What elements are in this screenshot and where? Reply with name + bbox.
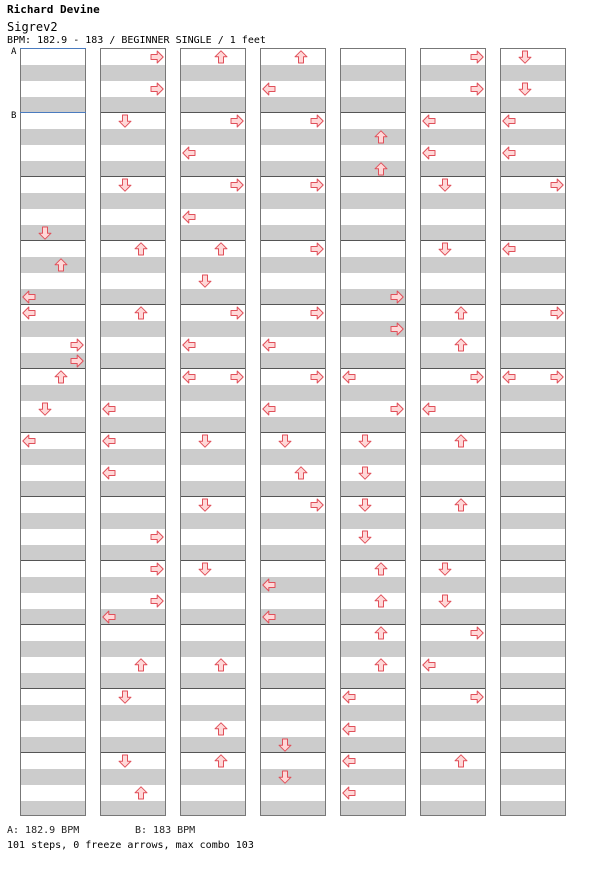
arrow-down-icon xyxy=(118,690,132,704)
arrow-left-icon xyxy=(102,434,116,448)
arrow-up-icon xyxy=(214,754,228,768)
measure-line xyxy=(101,240,165,241)
arrow-right-icon xyxy=(550,178,564,192)
measure-line xyxy=(341,112,405,113)
arrow-left-icon xyxy=(262,338,276,352)
arrow-left-icon xyxy=(102,402,116,416)
arrow-left-icon xyxy=(342,754,356,768)
measure-line xyxy=(101,368,165,369)
arrow-right-icon xyxy=(310,178,324,192)
arrow-right-icon xyxy=(470,370,484,384)
measure-line xyxy=(261,112,325,113)
arrow-right-icon xyxy=(550,306,564,320)
measure-line xyxy=(181,752,245,753)
arrow-left-icon xyxy=(342,690,356,704)
step-stats: 101 steps, 0 freeze arrows, max combo 103 xyxy=(7,840,254,851)
arrow-left-icon xyxy=(182,146,196,160)
arrow-right-icon xyxy=(70,338,84,352)
arrow-left-icon xyxy=(422,114,436,128)
arrow-right-icon xyxy=(150,530,164,544)
measure-line xyxy=(421,240,485,241)
measure-line xyxy=(181,304,245,305)
measure-line xyxy=(421,176,485,177)
arrow-up-icon xyxy=(454,754,468,768)
measure-line xyxy=(21,688,85,689)
measure-line xyxy=(341,752,405,753)
arrow-left-icon xyxy=(342,786,356,800)
measure-line xyxy=(341,688,405,689)
arrow-down-icon xyxy=(38,226,52,240)
arrow-up-icon xyxy=(454,306,468,320)
measure-line xyxy=(261,688,325,689)
bpm-change-b: B: 183 BPM xyxy=(135,825,196,836)
measure-line xyxy=(261,176,325,177)
arrow-right-icon xyxy=(230,114,244,128)
measure-line xyxy=(21,432,85,433)
measure-line xyxy=(421,432,485,433)
measure-line xyxy=(501,112,565,113)
measure-line xyxy=(341,496,405,497)
song-title: Sigrev2 xyxy=(7,20,58,34)
measure-line xyxy=(101,624,165,625)
arrow-left-icon xyxy=(502,146,516,160)
arrow-left-icon xyxy=(182,338,196,352)
bpm-marker-label: A xyxy=(11,47,17,57)
measure-line xyxy=(501,688,565,689)
measure-line xyxy=(101,496,165,497)
arrow-up-icon xyxy=(134,658,148,672)
measure-line xyxy=(421,112,485,113)
measure-line xyxy=(421,752,485,753)
measure-line xyxy=(261,560,325,561)
arrow-up-icon xyxy=(374,162,388,176)
arrow-down-icon xyxy=(198,498,212,512)
bpm-marker-line xyxy=(20,48,86,49)
arrow-right-icon xyxy=(150,594,164,608)
arrow-down-icon xyxy=(38,402,52,416)
arrow-down-icon xyxy=(358,498,372,512)
arrow-right-icon xyxy=(390,290,404,304)
measure-line xyxy=(421,624,485,625)
arrow-up-icon xyxy=(134,786,148,800)
measure-line xyxy=(341,240,405,241)
arrow-right-icon xyxy=(470,626,484,640)
arrow-left-icon xyxy=(342,370,356,384)
measure-line xyxy=(341,176,405,177)
arrow-up-icon xyxy=(214,658,228,672)
arrow-left-icon xyxy=(22,434,36,448)
arrow-right-icon xyxy=(310,370,324,384)
measure-line xyxy=(21,240,85,241)
arrow-left-icon xyxy=(22,306,36,320)
measure-line xyxy=(181,496,245,497)
arrow-left-icon xyxy=(502,242,516,256)
arrow-left-icon xyxy=(262,402,276,416)
measure-line xyxy=(101,560,165,561)
arrow-right-icon xyxy=(230,306,244,320)
measure-line xyxy=(21,752,85,753)
arrow-down-icon xyxy=(118,178,132,192)
arrow-down-icon xyxy=(438,178,452,192)
chart-info: BPM: 182.9 - 183 / BEGINNER SINGLE / 1 feet xyxy=(7,35,266,46)
arrow-down-icon xyxy=(198,434,212,448)
arrow-left-icon xyxy=(422,658,436,672)
arrow-left-icon xyxy=(342,722,356,736)
measure-line xyxy=(501,368,565,369)
arrow-down-icon xyxy=(278,770,292,784)
measure-line xyxy=(261,496,325,497)
arrow-right-icon xyxy=(150,82,164,96)
arrow-left-icon xyxy=(502,370,516,384)
measure-line xyxy=(21,496,85,497)
chart-column-7 xyxy=(500,48,566,816)
arrow-up-icon xyxy=(134,306,148,320)
arrow-up-icon xyxy=(374,594,388,608)
measure-line xyxy=(101,176,165,177)
measure-line xyxy=(261,624,325,625)
measure-line xyxy=(341,368,405,369)
arrow-right-icon xyxy=(470,690,484,704)
arrow-up-icon xyxy=(374,562,388,576)
measure-line xyxy=(101,752,165,753)
measure-line xyxy=(261,752,325,753)
arrow-down-icon xyxy=(518,82,532,96)
arrow-down-icon xyxy=(518,50,532,64)
measure-line xyxy=(21,176,85,177)
measure-line xyxy=(181,624,245,625)
arrow-up-icon xyxy=(454,338,468,352)
arrow-right-icon xyxy=(70,354,84,368)
arrow-up-icon xyxy=(134,242,148,256)
measure-line xyxy=(341,560,405,561)
arrow-down-icon xyxy=(278,738,292,752)
arrow-down-icon xyxy=(438,562,452,576)
measure-line xyxy=(181,368,245,369)
arrow-down-icon xyxy=(198,562,212,576)
measure-line xyxy=(181,560,245,561)
arrow-down-icon xyxy=(358,434,372,448)
measure-line xyxy=(181,432,245,433)
arrow-right-icon xyxy=(230,370,244,384)
arrow-down-icon xyxy=(358,466,372,480)
measure-line xyxy=(501,432,565,433)
arrow-right-icon xyxy=(150,50,164,64)
measure-line xyxy=(21,304,85,305)
arrow-down-icon xyxy=(278,434,292,448)
measure-line xyxy=(501,176,565,177)
arrow-up-icon xyxy=(374,658,388,672)
bpm-marker-line xyxy=(20,112,86,113)
measure-line xyxy=(181,112,245,113)
arrow-right-icon xyxy=(310,306,324,320)
measure-line xyxy=(101,112,165,113)
measure-line xyxy=(421,560,485,561)
arrow-right-icon xyxy=(310,242,324,256)
measure-line xyxy=(21,560,85,561)
measure-line xyxy=(341,432,405,433)
measure-line xyxy=(341,304,405,305)
measure-line xyxy=(421,304,485,305)
arrow-up-icon xyxy=(454,498,468,512)
bpm-marker-label: B xyxy=(11,111,17,121)
arrow-up-icon xyxy=(214,242,228,256)
arrow-down-icon xyxy=(118,754,132,768)
arrow-up-icon xyxy=(214,722,228,736)
arrow-right-icon xyxy=(470,50,484,64)
chart-column-4 xyxy=(260,48,326,816)
measure-line xyxy=(261,432,325,433)
arrow-down-icon xyxy=(198,274,212,288)
measure-line xyxy=(261,368,325,369)
arrow-left-icon xyxy=(22,290,36,304)
measure-line xyxy=(261,304,325,305)
arrow-up-icon xyxy=(374,626,388,640)
artist-name: Richard Devine xyxy=(7,3,100,16)
measure-line xyxy=(501,560,565,561)
arrow-right-icon xyxy=(230,178,244,192)
measure-line xyxy=(501,240,565,241)
arrow-up-icon xyxy=(454,434,468,448)
arrow-right-icon xyxy=(390,402,404,416)
measure-line xyxy=(501,624,565,625)
measure-line xyxy=(421,368,485,369)
measure-line xyxy=(101,688,165,689)
arrow-right-icon xyxy=(150,562,164,576)
arrow-right-icon xyxy=(390,322,404,336)
measure-line xyxy=(341,624,405,625)
bpm-summary xyxy=(7,825,263,836)
arrow-down-icon xyxy=(118,114,132,128)
bpm-change-a: A: 182.9 BPM xyxy=(7,825,80,836)
arrow-up-icon xyxy=(54,370,68,384)
measure-line xyxy=(261,240,325,241)
arrow-down-icon xyxy=(438,594,452,608)
arrow-right-icon xyxy=(310,498,324,512)
measure-line xyxy=(501,304,565,305)
arrow-down-icon xyxy=(358,530,372,544)
measure-line xyxy=(21,624,85,625)
arrow-left-icon xyxy=(502,114,516,128)
arrow-left-icon xyxy=(182,210,196,224)
arrow-left-icon xyxy=(182,370,196,384)
chart-column-2 xyxy=(100,48,166,816)
measure-line xyxy=(501,752,565,753)
measure-line xyxy=(421,496,485,497)
arrow-left-icon xyxy=(422,402,436,416)
measure-line xyxy=(101,432,165,433)
arrow-right-icon xyxy=(310,114,324,128)
arrow-left-icon xyxy=(422,146,436,160)
chart-column-6 xyxy=(420,48,486,816)
measure-line xyxy=(181,176,245,177)
measure-line xyxy=(501,496,565,497)
chart-column-5 xyxy=(340,48,406,816)
arrow-left-icon xyxy=(102,466,116,480)
arrow-up-icon xyxy=(374,130,388,144)
arrow-up-icon xyxy=(54,258,68,272)
arrow-right-icon xyxy=(550,370,564,384)
arrow-up-icon xyxy=(294,466,308,480)
arrow-up-icon xyxy=(214,50,228,64)
measure-line xyxy=(181,688,245,689)
measure-line xyxy=(421,688,485,689)
arrow-left-icon xyxy=(102,610,116,624)
arrow-right-icon xyxy=(470,82,484,96)
arrow-down-icon xyxy=(438,242,452,256)
arrow-left-icon xyxy=(262,82,276,96)
measure-line xyxy=(101,304,165,305)
measure-line xyxy=(181,240,245,241)
arrow-left-icon xyxy=(262,578,276,592)
arrow-left-icon xyxy=(262,610,276,624)
arrow-up-icon xyxy=(294,50,308,64)
chart-column-3 xyxy=(180,48,246,816)
chart-column-1 xyxy=(20,48,86,816)
measure-line xyxy=(21,368,85,369)
